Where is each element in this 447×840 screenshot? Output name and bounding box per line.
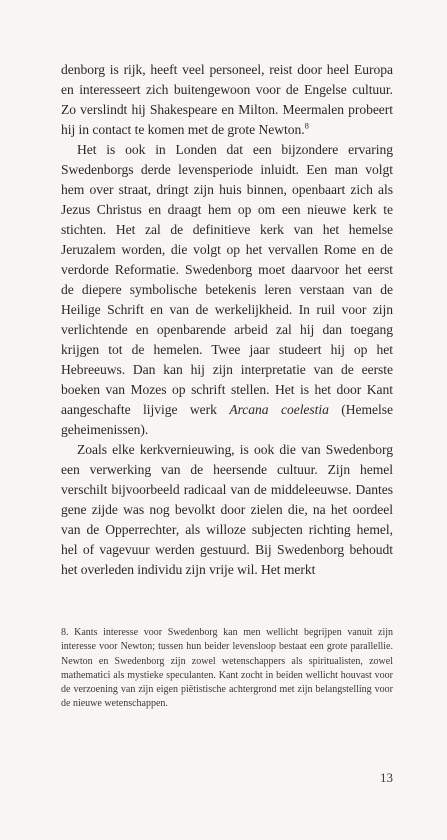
footnote-reference: 8	[304, 120, 309, 131]
paragraph-1-text: denborg is rijk, heeft veel personeel, reist door heel Europa en interesseert zich buitengewoon voor de Engelse cultuur. Zo verslindt hij Shakespeare en Milton. Meermalen probeert hij in contact te komen met de grote Newton.	[61, 62, 393, 137]
book-title-italic: Arcana coelestia	[229, 402, 329, 417]
paragraph-2-text: Het is ook in Londen dat een bijzondere ervaring Swedenborgs derde levensperiode inluidt. Een man volgt hem over straat, dringt zijn huis binnen, openbaart zich als Jezus Christus en draagt hem op om een nieuwe kerk te stichten. Het zal de definitieve kerk van het hemelse Jeruzalem worden, die volgt op het vervallen Rome en de verdorde Reformatie. Swedenborg moet daarvoor het eerst de diepere symbolische betekenis leren verstaan van de Heilige Schrift en van de werkelijkheid. In ruil voor zijn verlichtende en openbarende arbeid zal hij dan toegang krijgen tot de hemelen. Twee jaar studeert hij op het Hebreeuws. Dan kan hij zijn interpretatie van de eerste boeken van Mozes op schrift stellen. Het is het door Kant aangeschafte lijvige werk	[61, 142, 393, 417]
paragraph-2	[61, 140, 393, 440]
paragraph-3-text: Zoals elke kerkvernieuwing, is ook die van Swedenborg een verwerking van de heersende cultuur. Zijn hemel verschilt bijvoorbeeld radicaal van de middeleeuwse. Dantes gene zijde was nog bevolkt door zielen die, na het oordeel van de Opperrechter, als willoze subjecten richting hemel, hel of vagevuur werden gestuurd. Bij Swedenborg behoudt het overleden individu zijn vrije wil. Het merkt	[61, 442, 393, 577]
footnote-text: 8. Kants interesse voor Swedenborg kan men wellicht begrijpen vanuit zijn interesse voor Newton; tussen hun beider levensloop bestaat een grote parallellie. Newton en Swedenborg zijn zowel wetenschappers als spiritualisten, zowel mathematici als mystieke speculanten. Kant zocht in beiden wellicht houvast voor de verzoening van zijn eigen piëtistische achtergrond met zijn belangstelling voor de nieuwe wetenschappen.	[61, 627, 393, 710]
paragraph-3	[61, 440, 393, 580]
paragraph-2-text-end: (Hemelse geheimenissen).	[61, 402, 393, 437]
body-text	[61, 60, 393, 580]
paragraph-1	[61, 60, 393, 140]
footnote	[61, 626, 393, 712]
page-number: 13	[380, 770, 393, 785]
